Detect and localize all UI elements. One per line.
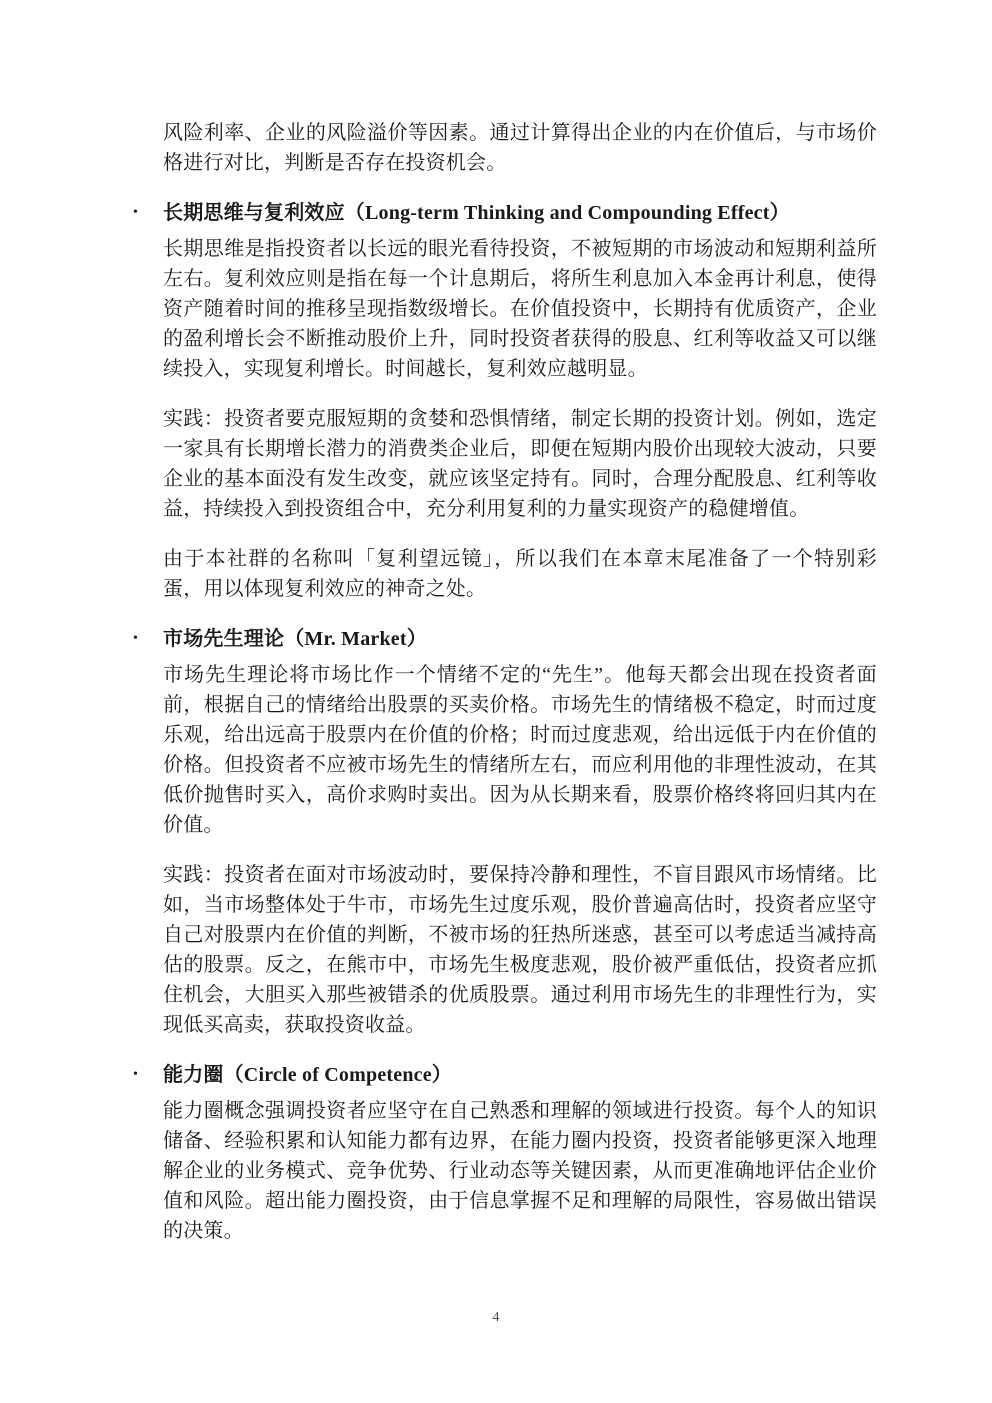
section-heading: 长期思维与复利效应（Long-term Thinking and Compounding Effect）	[163, 202, 790, 224]
body-paragraph: 市场先生理论将市场比作一个情绪不定的“先生”。他每天都会出现在投资者面前，根据自己的情绪给出股票的买卖价格。市场先生的情绪极不稳定，时而过度乐观，给出远高于股票内在价值的价格；时而过度悲观，给出远低于内在价值的价格。但投资者不应被市场先生的情绪所左右，而应利用他的非理性波动，在其低价抛售时买入，高价求购时卖出。因为从长期来看，股票价格终将回归其内在价值。	[163, 664, 877, 836]
page-content	[133, 118, 877, 1266]
intro-paragraph: 风险利率、企业的风险溢价等因素。通过计算得出企业的内在价值后，与市场价格进行对比，判断是否存在投资机会。	[163, 122, 877, 174]
section-heading-row	[133, 624, 877, 654]
bullet-icon: •	[133, 205, 138, 220]
body-paragraph: 能力圈概念强调投资者应坚守在自己熟悉和理解的领域进行投资。每个人的知识储备、经验积累和认知能力都有边界，在能力圈内投资，投资者能够更深入地理解企业的业务模式、竞争优势、行业动态等关键因素，从而更准确地评估企业价值和风险。超出能力圈投资，由于信息掌握不足和理解的局限性，容易做出错误的决策。	[163, 1100, 877, 1242]
body-paragraph: 由于本社群的名称叫「复利望远镜」，所以我们在本章末尾准备了一个特别彩蛋，用以体现复利效应的神奇之处。	[163, 548, 877, 600]
practice-paragraph: 实践：投资者在面对市场波动时，要保持冷静和理性，不盲目跟风市场情绪。比如，当市场整体处于牛市，市场先生过度乐观，股价普遍高估时，投资者应坚守自己对股票内在价值的判断，不被市场的狂热所迷惑，甚至可以考虑适当减持高估的股票。反之，在熊市中，市场先生极度悲观，股价被严重低估，投资者应抓住机会，大胆买入那些被错杀的优质股票。通过利用市场先生的非理性行为，实现低买高卖，获取投资收益。	[163, 864, 877, 1036]
body-paragraph: 长期思维是指投资者以长远的眼光看待投资，不被短期的市场波动和短期利益所左右。复利效应则是指在每一个计息期后，将所生利息加入本金再计利息，使得资产随着时间的推移呈现指数级增长。在价值投资中，长期持有优质资产，企业的盈利增长会不断推动股价上升，同时投资者获得的股息、红利等收益又可以继续投入，实现复利增长。时间越长，复利效应越明显。	[163, 238, 877, 380]
section-long-term-compounding	[133, 198, 877, 604]
practice-paragraph: 实践：投资者要克服短期的贪婪和恐惧情绪，制定长期的投资计划。例如，选定一家具有长期增长潜力的消费类企业后，即便在短期内股价出现较大波动，只要企业的基本面没有发生改变，就应该坚定持有。同时，合理分配股息、红利等收益，持续投入到投资组合中，充分利用复利的力量实现资产的稳健增值。	[163, 408, 877, 520]
section-heading: 市场先生理论（Mr. Market）	[163, 628, 427, 650]
section-circle-of-competence	[133, 1060, 877, 1246]
section-heading-row	[133, 1060, 877, 1090]
section-heading: 能力圈（Circle of Competence）	[163, 1064, 453, 1086]
bullet-icon: •	[133, 631, 138, 646]
section-mr-market	[133, 624, 877, 1040]
section-heading-row	[133, 198, 877, 228]
page-number: 4	[492, 1310, 500, 1325]
bullet-icon: •	[133, 1067, 138, 1082]
